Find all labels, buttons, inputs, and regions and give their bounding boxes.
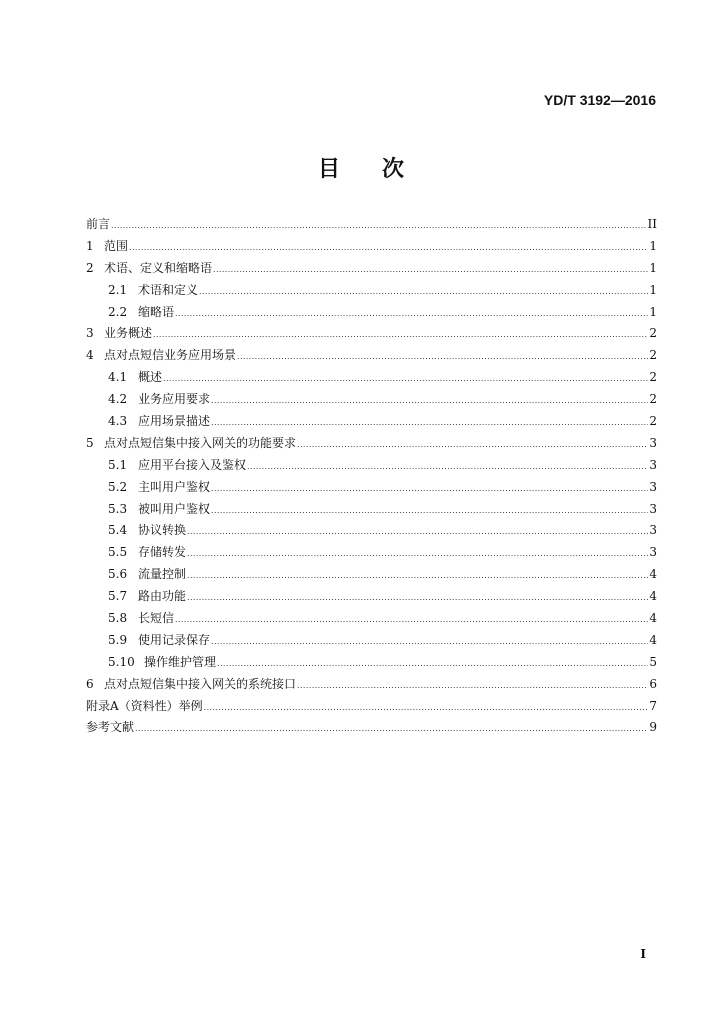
toc-entry-number: 5.8 — [108, 611, 128, 626]
toc-entry-page: 4 — [649, 632, 657, 647]
toc-entry-page: 2 — [649, 414, 657, 429]
toc-entry-number: 2.2 — [108, 304, 128, 319]
toc-entry-page: 1 — [649, 304, 657, 319]
toc-leader-dots — [217, 653, 648, 675]
toc-entry[interactable] — [86, 652, 657, 674]
toc-entry-title: 前言 — [86, 217, 111, 231]
toc-entry-title: 概述 — [138, 370, 163, 385]
toc-leader-dots — [204, 697, 648, 719]
toc-entry[interactable] — [86, 564, 657, 586]
toc-entry-page: 2 — [649, 392, 657, 407]
toc-entry-title: 协议转换 — [138, 523, 187, 538]
toc-leader-dots — [211, 631, 648, 653]
toc-entry-page: 6 — [649, 676, 657, 691]
toc-entry[interactable] — [86, 367, 657, 389]
toc-entry-number: 1 — [86, 238, 94, 253]
toc-entry-number: 2.1 — [108, 282, 128, 297]
toc-entry-page: 4 — [649, 611, 657, 626]
toc-entry-title: 点对点短信集中接入网关的系统接口 — [104, 676, 297, 691]
toc-entry[interactable] — [86, 214, 657, 236]
toc-entry-page: 1 — [649, 282, 657, 297]
toc-entry-page: 3 — [649, 435, 657, 450]
toc-entry-number: 5.2 — [108, 479, 128, 494]
toc-entry-title: 被叫用户鉴权 — [138, 501, 211, 516]
toc-entry-title: 业务概述 — [104, 326, 153, 341]
toc-leader-dots — [153, 324, 648, 346]
toc-entry-title: 点对点短信业务应用场景 — [104, 348, 237, 363]
toc-entry[interactable] — [86, 477, 657, 499]
toc-entry-title: 范围 — [104, 238, 129, 253]
toc-entry-number: 5.3 — [108, 501, 128, 516]
toc-leader-dots — [297, 675, 648, 697]
toc-entry[interactable] — [86, 674, 657, 696]
toc-entry[interactable] — [86, 499, 657, 521]
toc-entry-title: 长短信 — [138, 611, 175, 626]
toc-entry[interactable] — [86, 520, 657, 542]
toc-entry-page: 3 — [649, 523, 657, 538]
toc-entry-title: 主叫用户鉴权 — [138, 479, 211, 494]
toc-entry[interactable] — [86, 345, 657, 367]
toc-entry[interactable] — [86, 236, 657, 258]
toc-entry-number: 5.6 — [108, 567, 128, 582]
toc-entry-number: 5.7 — [108, 589, 128, 604]
toc-entry-title: 附录A（资料性）举例 — [86, 698, 203, 713]
toc-leader-dots — [175, 303, 648, 325]
toc-entry[interactable] — [86, 258, 657, 280]
toc-leader-dots — [237, 346, 648, 368]
toc-entry-title: 缩略语 — [138, 304, 175, 319]
toc-entry-page: 2 — [649, 348, 657, 363]
toc-entry[interactable] — [86, 630, 657, 652]
toc-leader-dots — [187, 565, 648, 587]
toc-leader-dots — [213, 259, 648, 281]
toc-entry-title: 使用记录保存 — [138, 632, 211, 647]
toc-entry-title: 流量控制 — [138, 567, 187, 582]
toc-entry-title: 参考文献 — [86, 720, 135, 735]
toc-leader-dots — [135, 718, 648, 740]
standard-code: YD/T 3192—2016 — [543, 92, 656, 108]
toc-entry[interactable] — [86, 542, 657, 564]
toc-entry-number: 5.5 — [108, 545, 128, 560]
toc-entry[interactable] — [86, 586, 657, 608]
toc-leader-dots — [187, 587, 648, 609]
toc-title — [0, 152, 724, 183]
toc-entry-number: 4.3 — [108, 414, 128, 429]
toc-entry-number: 4.1 — [108, 370, 128, 385]
toc-leader-dots — [211, 390, 648, 412]
toc-leader-dots — [199, 281, 648, 303]
toc-entry-title: 业务应用要求 — [138, 392, 211, 407]
toc-leader-dots — [187, 543, 648, 565]
toc-entry-number: 5 — [86, 435, 94, 450]
page-number: I — [640, 947, 646, 961]
toc-entry-page: II — [647, 217, 657, 231]
toc-leader-dots — [297, 434, 648, 456]
toc-entry-number: 3 — [86, 326, 94, 341]
toc-entry[interactable] — [86, 389, 657, 411]
toc-entry-number: 5.9 — [108, 632, 128, 647]
toc-entry-page: 3 — [649, 501, 657, 516]
toc-entry[interactable] — [86, 323, 657, 345]
toc-leader-dots — [111, 215, 647, 237]
toc-entry-title: 路由功能 — [138, 589, 187, 604]
toc-leader-dots — [175, 609, 648, 631]
toc-entry-page: 5 — [649, 654, 657, 669]
toc-entry-number: 5.10 — [108, 654, 135, 669]
toc-entry-title: 应用场景描述 — [138, 414, 211, 429]
toc-entry[interactable] — [86, 717, 657, 739]
toc-entry-page: 2 — [649, 326, 657, 341]
toc-entry-page: 2 — [649, 370, 657, 385]
toc-leader-dots — [211, 478, 648, 500]
toc-entry-page: 4 — [649, 567, 657, 582]
toc-leader-dots — [211, 500, 648, 522]
toc-leader-dots — [187, 521, 648, 543]
toc-entry-number: 5.4 — [108, 523, 128, 538]
toc-entry-title: 应用平台接入及鉴权 — [138, 457, 247, 472]
toc-leader-dots — [247, 456, 648, 478]
toc-leader-dots — [129, 237, 648, 259]
toc-entry-title: 操作维护管理 — [144, 654, 217, 669]
toc-title-right: 次 — [382, 156, 407, 182]
toc-entry[interactable] — [86, 302, 657, 324]
toc-entry[interactable] — [86, 433, 657, 455]
toc-entry-title: 存储转发 — [138, 545, 187, 560]
toc-entry-number: 5.1 — [108, 457, 128, 472]
toc-entry-number: 6 — [86, 676, 94, 691]
toc-leader-dots — [211, 412, 648, 434]
toc-entry-page: 3 — [649, 545, 657, 560]
toc-entry-page: 3 — [649, 457, 657, 472]
toc-entry[interactable] — [86, 280, 657, 302]
toc-entry-number: 2 — [86, 260, 94, 275]
toc-entry-page: 1 — [649, 260, 657, 275]
toc-title-left: 目 — [317, 156, 342, 182]
toc-entry[interactable] — [86, 455, 657, 477]
toc-entry-number: 4 — [86, 348, 94, 363]
toc-leader-dots — [163, 368, 648, 390]
toc-entry[interactable] — [86, 696, 657, 718]
table-of-contents — [86, 214, 657, 739]
toc-entry-page: 1 — [649, 238, 657, 253]
toc-entry[interactable] — [86, 411, 657, 433]
toc-entry-page: 3 — [649, 479, 657, 494]
toc-entry-title: 术语、定义和缩略语 — [104, 260, 213, 275]
toc-entry-number: 4.2 — [108, 392, 128, 407]
toc-entry[interactable] — [86, 608, 657, 630]
toc-entry-title: 术语和定义 — [138, 282, 199, 297]
toc-entry-page: 4 — [649, 589, 657, 604]
toc-entry-page: 7 — [649, 698, 657, 713]
toc-entry-title: 点对点短信集中接入网关的功能要求 — [104, 435, 297, 450]
toc-entry-page: 9 — [649, 720, 657, 735]
